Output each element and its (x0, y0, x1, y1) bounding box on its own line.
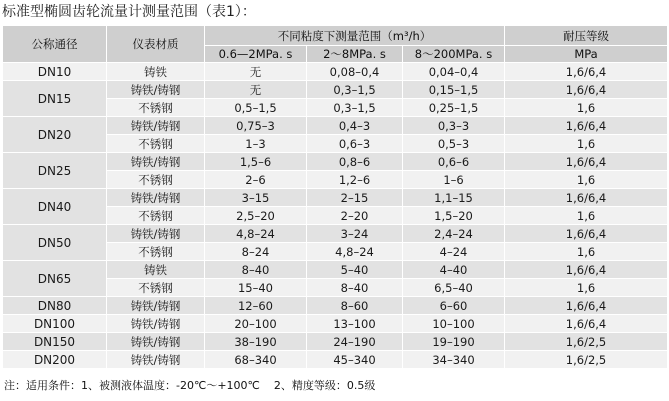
cell-dn: DN80 (3, 297, 107, 315)
header-viscosity-1: 0.6—2MPa. s (205, 46, 307, 63)
cell-range-1: 2–6 (205, 171, 307, 189)
header-material: 仪表材质 (107, 26, 205, 63)
cell-dn: DN50 (3, 225, 107, 261)
header-range-group: 不同粘度下测量范围（m³/h） (205, 26, 505, 46)
cell-pressure: 1,6/6,4 (505, 261, 668, 279)
cell-dn: DN150 (3, 333, 107, 351)
cell-range-1: 1,5–6 (205, 153, 307, 171)
cell-range-3: 19–190 (403, 333, 505, 351)
cell-range-1: 38–190 (205, 333, 307, 351)
cell-pressure: 1,6 (505, 135, 668, 153)
cell-material: 铸铁/铸钢 (107, 333, 205, 351)
cell-material: 不锈钢 (107, 171, 205, 189)
cell-range-3: 0,5–3 (403, 135, 505, 153)
cell-range-3: 1–6 (403, 171, 505, 189)
cell-pressure: 1,6 (505, 99, 668, 117)
cell-range-2: 8–40 (307, 279, 403, 297)
cell-material: 不锈钢 (107, 243, 205, 261)
cell-pressure: 1,6/6,4 (505, 117, 668, 135)
cell-range-2: 0,4–3 (307, 117, 403, 135)
cell-pressure: 1,6 (505, 279, 668, 297)
cell-dn: DN25 (3, 153, 107, 189)
cell-range-3: 1,5–20 (403, 207, 505, 225)
cell-material: 不锈钢 (107, 135, 205, 153)
cell-range-3: 0,15–1,5 (403, 81, 505, 99)
table-row (3, 315, 668, 333)
cell-pressure: 1,6/6,4 (505, 315, 668, 333)
cell-material: 铸铁/铸钢 (107, 225, 205, 243)
cell-range-1: 4,8–24 (205, 225, 307, 243)
cell-pressure: 1,6/2,5 (505, 333, 668, 351)
cell-material: 不锈钢 (107, 279, 205, 297)
table-row (3, 63, 668, 81)
cell-range-2: 2–15 (307, 189, 403, 207)
table-row (3, 189, 668, 207)
header-viscosity-3: 8～200MPa. s (403, 46, 505, 63)
cell-range-3: 6,5–40 (403, 279, 505, 297)
cell-range-3: 0,3–3 (403, 117, 505, 135)
cell-range-2: 13–100 (307, 315, 403, 333)
table-row (3, 225, 668, 243)
cell-material: 铸铁/铸钢 (107, 81, 205, 99)
cell-range-2: 0,6–3 (307, 135, 403, 153)
cell-range-1: 2,5–20 (205, 207, 307, 225)
cell-range-1: 8–24 (205, 243, 307, 261)
cell-range-1: 20–100 (205, 315, 307, 333)
cell-range-1: 无 (205, 63, 307, 81)
cell-range-2: 45–340 (307, 351, 403, 369)
cell-range-3: 0,04–0,4 (403, 63, 505, 81)
cell-dn: DN40 (3, 189, 107, 225)
cell-range-3: 0,25–1,5 (403, 99, 505, 117)
cell-range-2: 3–24 (307, 225, 403, 243)
cell-range-2: 0,8–6 (307, 153, 403, 171)
cell-material: 铸铁/铸钢 (107, 297, 205, 315)
cell-range-2: 8–60 (307, 297, 403, 315)
cell-pressure: 1,6 (505, 171, 668, 189)
table-row (3, 297, 668, 315)
cell-material: 不锈钢 (107, 99, 205, 117)
cell-pressure: 1,6 (505, 207, 668, 225)
measurement-range-table (2, 25, 668, 369)
cell-range-3: 4–40 (403, 261, 505, 279)
cell-dn: DN15 (3, 81, 107, 117)
cell-range-1: 1–3 (205, 135, 307, 153)
table-title: 标准型椭圆齿轮流量计测量范围（表1）： (2, 4, 256, 20)
cell-range-2: 2–20 (307, 207, 403, 225)
cell-pressure: 1,6/6,4 (505, 81, 668, 99)
cell-material: 铸铁/铸钢 (107, 315, 205, 333)
cell-dn: DN20 (3, 117, 107, 153)
cell-range-2: 1,2–6 (307, 171, 403, 189)
cell-range-3: 0,6–6 (403, 153, 505, 171)
cell-pressure: 1,6/6,4 (505, 297, 668, 315)
cell-material: 不锈钢 (107, 207, 205, 225)
table-row (3, 153, 668, 171)
table-row (3, 261, 668, 279)
cell-material: 铸铁 (107, 261, 205, 279)
cell-range-3: 1,1–15 (403, 189, 505, 207)
cell-range-3: 10–100 (403, 315, 505, 333)
cell-pressure: 1,6/6,4 (505, 153, 668, 171)
cell-range-1: 0,5–1,5 (205, 99, 307, 117)
cell-material: 铸铁/铸钢 (107, 351, 205, 369)
cell-dn: DN100 (3, 315, 107, 333)
header-nominal-diameter: 公称通径 (3, 26, 107, 63)
cell-range-1: 8–40 (205, 261, 307, 279)
cell-material: 铸铁/铸钢 (107, 153, 205, 171)
cell-pressure: 1,6/6,4 (505, 225, 668, 243)
cell-range-2: 0,3–1,5 (307, 81, 403, 99)
cell-dn: DN65 (3, 261, 107, 297)
cell-range-3: 2,4–24 (403, 225, 505, 243)
cell-range-1: 68–340 (205, 351, 307, 369)
table-row (3, 351, 668, 369)
cell-range-2: 5–40 (307, 261, 403, 279)
header-viscosity-2: 2～8MPa. s (307, 46, 403, 63)
cell-range-2: 4,8–24 (307, 243, 403, 261)
cell-pressure: 1,6 (505, 243, 668, 261)
cell-material: 铸铁/铸钢 (107, 117, 205, 135)
cell-range-2: 0,08–0,4 (307, 63, 403, 81)
cell-range-1: 12–60 (205, 297, 307, 315)
cell-dn: DN10 (3, 63, 107, 81)
footnote: 注：适用条件：1、被测液体温度：-20℃～+100℃ 2、精度等级：0.5级 (4, 379, 376, 392)
cell-range-2: 0,3–1,5 (307, 99, 403, 117)
cell-range-3: 4–24 (403, 243, 505, 261)
header-pressure: 耐压等级 (505, 26, 668, 46)
table-row (3, 333, 668, 351)
cell-pressure: 1,6/2,5 (505, 351, 668, 369)
cell-range-1: 3–15 (205, 189, 307, 207)
cell-range-1: 15–40 (205, 279, 307, 297)
cell-pressure: 1,6/6,4 (505, 63, 668, 81)
cell-range-1: 0,75–3 (205, 117, 307, 135)
cell-range-1: 无 (205, 81, 307, 99)
cell-dn: DN200 (3, 351, 107, 369)
cell-range-3: 6–60 (403, 297, 505, 315)
cell-range-2: 24–190 (307, 333, 403, 351)
cell-material: 铸铁 (107, 63, 205, 81)
header-pressure-unit: MPa (505, 46, 668, 63)
header-row (3, 26, 668, 46)
cell-material: 铸铁/铸钢 (107, 189, 205, 207)
table-row (3, 117, 668, 135)
cell-range-3: 34–340 (403, 351, 505, 369)
cell-pressure: 1,6/6,4 (505, 189, 668, 207)
table-row (3, 81, 668, 99)
